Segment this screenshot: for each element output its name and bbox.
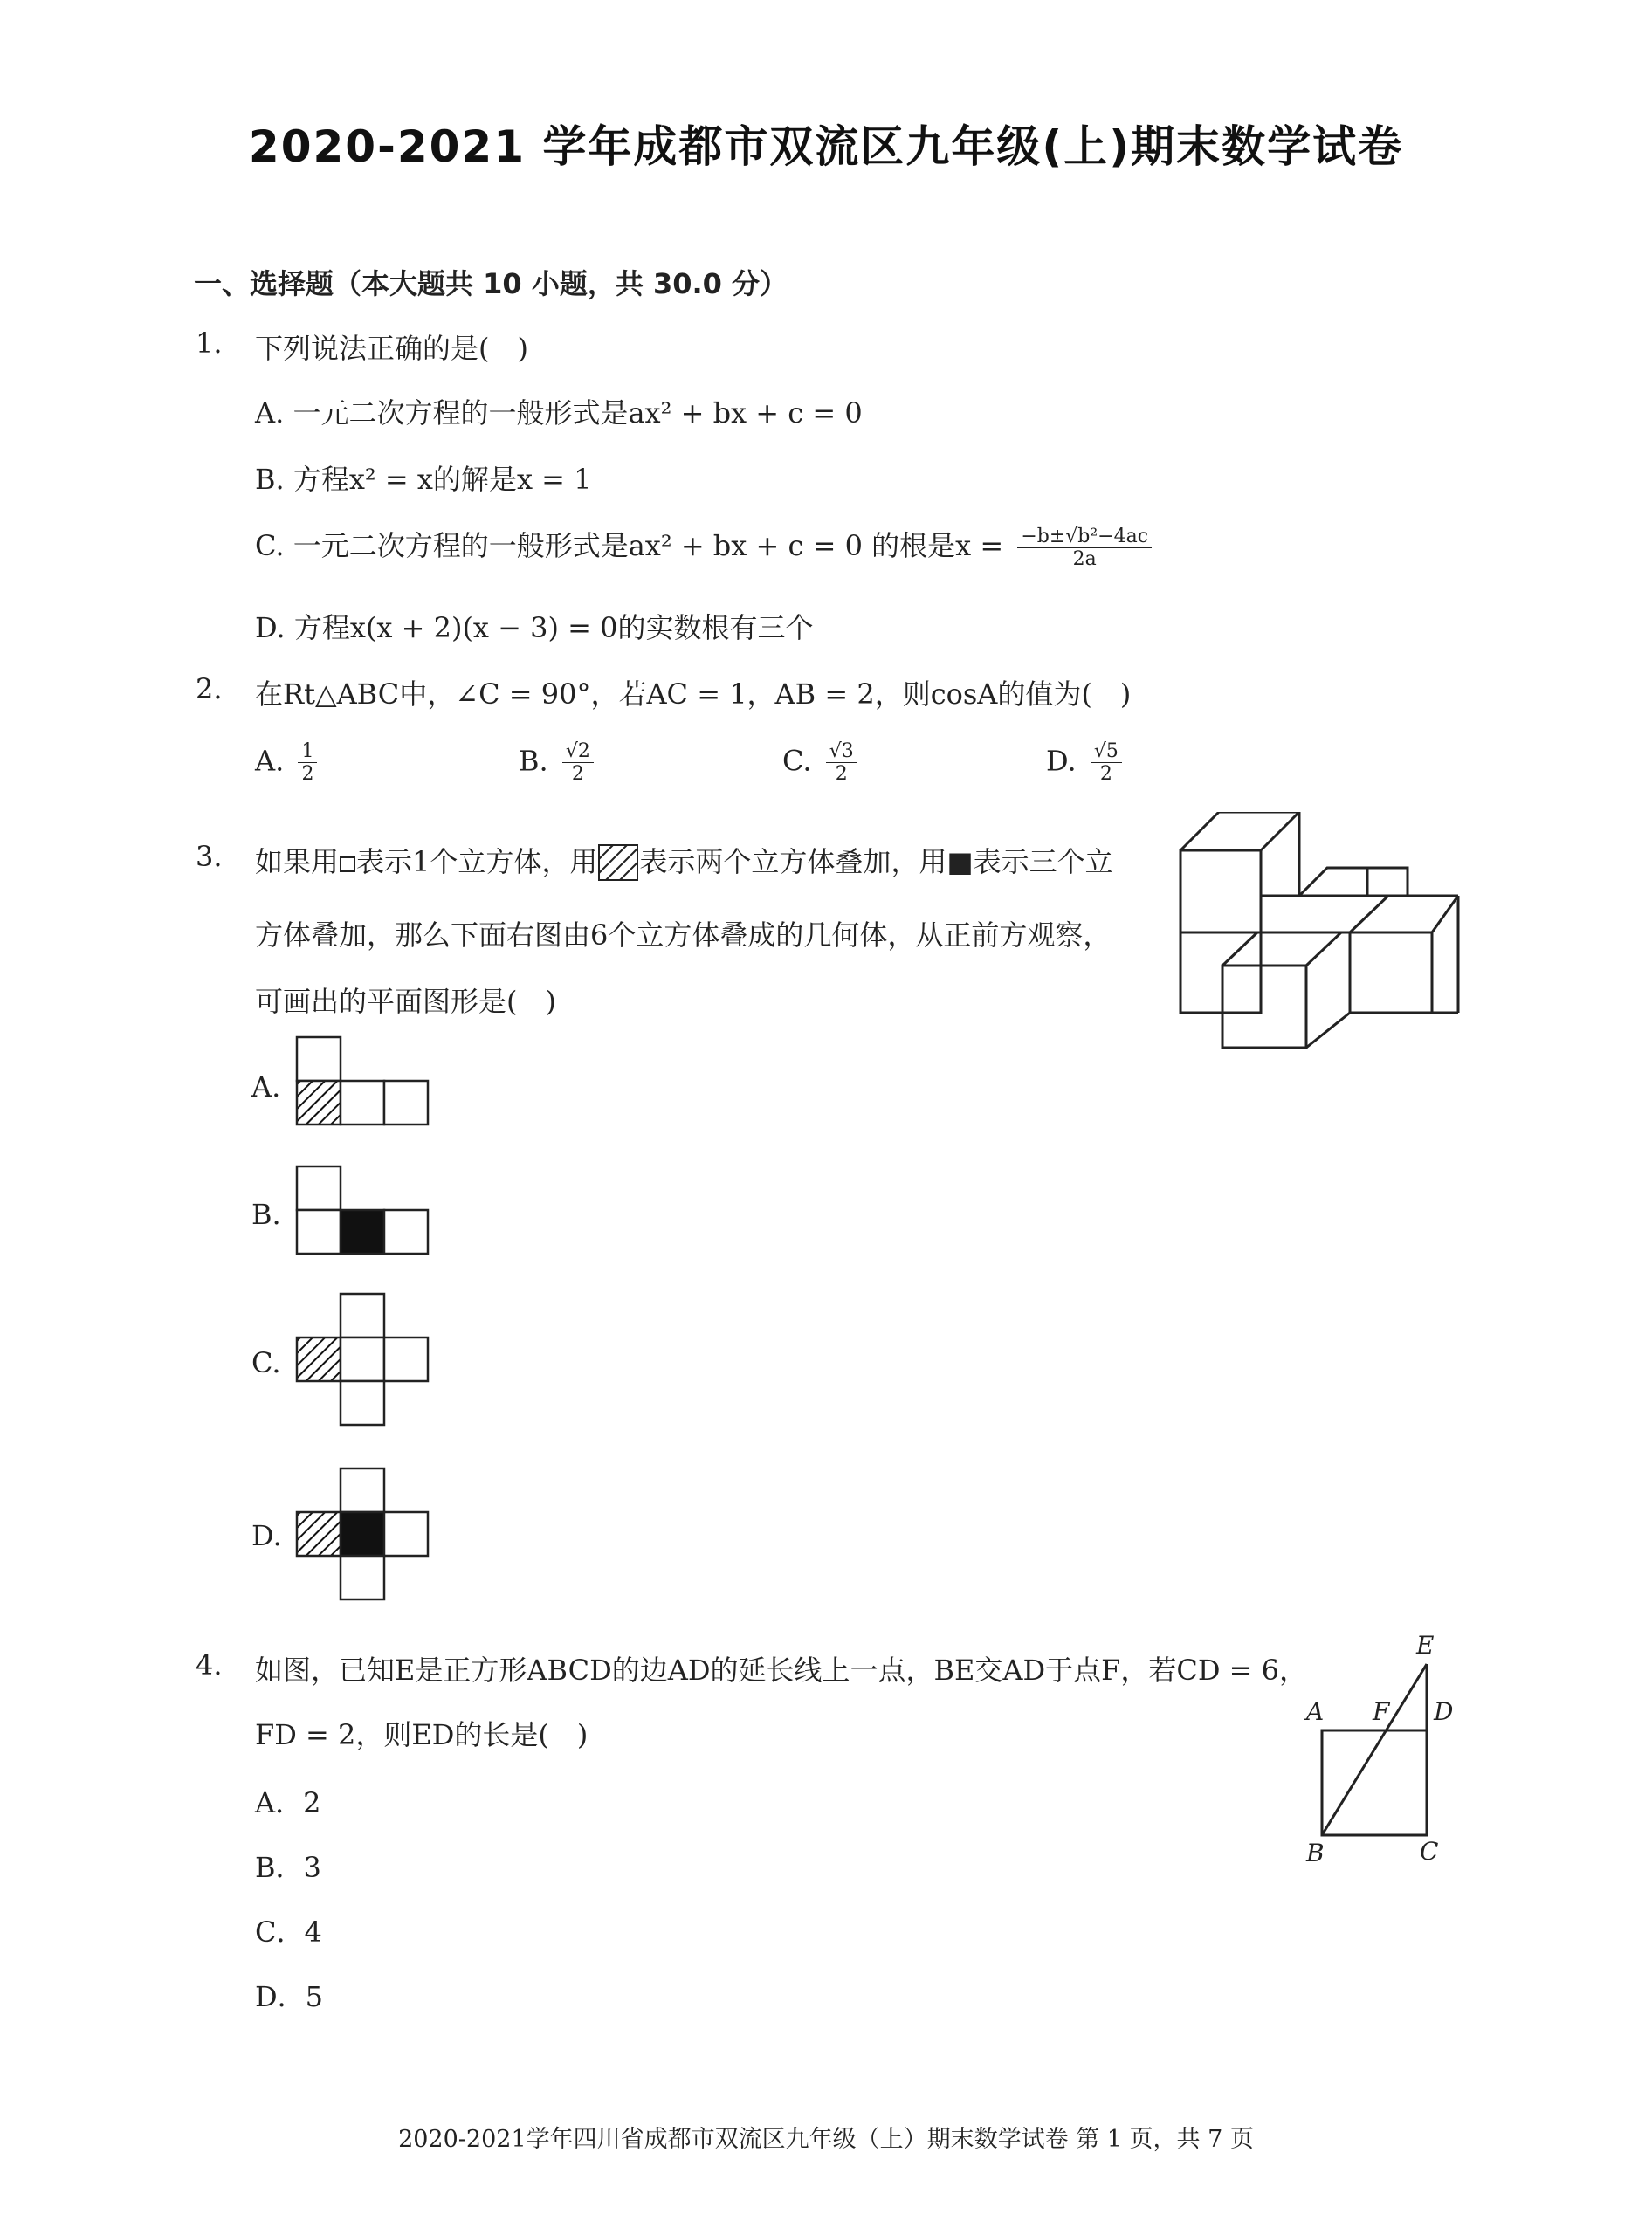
- q3-line3: 可画出的平面图形是( ): [255, 985, 556, 1018]
- q2-c-den: 2: [835, 763, 848, 786]
- q3-option-d-label: D.: [251, 1519, 282, 1552]
- q2-option-d: [1046, 740, 1122, 786]
- q1-option-b: B. 方程x² = x的解是x = 1: [255, 463, 592, 496]
- point-d-label: D: [1434, 1697, 1454, 1726]
- q4-option-c: C．4: [255, 1915, 322, 1949]
- q1-option-d: D. 方程x(x + 2)(x − 3) = 0的实数根有三个: [255, 611, 814, 644]
- q2-option-c: [782, 740, 857, 786]
- q3-line1-part2: 表示1个立方体，用: [356, 845, 598, 878]
- q4-option-a: A．2: [255, 1786, 321, 1819]
- q2-stem: 在Rt△ABC中，∠C = 90°，若AC = 1，AB = 2，则cosA的值为( ): [255, 677, 1132, 711]
- point-b-label: B: [1306, 1839, 1325, 1867]
- q2-b-den: 2: [571, 763, 584, 786]
- q2-c-fraction: [826, 740, 857, 786]
- q2-c-label: C.: [782, 744, 812, 778]
- q3-number: 3.: [196, 840, 223, 873]
- point-e-label: E: [1416, 1631, 1435, 1660]
- q4-line2: FD = 2，则ED的长是( ): [255, 1718, 589, 1751]
- q1-option-c-fraction: [1017, 526, 1152, 571]
- q1-number: 1.: [196, 327, 223, 360]
- q2-b-num: √2: [562, 740, 594, 763]
- q3-option-b-label: B.: [251, 1198, 281, 1231]
- hatched-square-icon: [597, 843, 639, 882]
- q3-option-d-figure: [295, 1467, 435, 1606]
- q2-a-den: 2: [301, 763, 314, 786]
- q3-line1: [255, 840, 1113, 882]
- section-heading: 一、选择题（本大题共 10 小题，共 30.0 分）: [194, 267, 788, 300]
- q2-a-label: A.: [255, 744, 285, 778]
- q3-line1-part1: 如果用: [255, 845, 340, 878]
- q2-d-label: D.: [1046, 744, 1077, 778]
- q1-option-c-text: C. 一元二次方程的一般形式是ax² + bx + c = 0 的根是x =: [255, 529, 1004, 562]
- q2-option-a: [255, 740, 317, 786]
- q2-c-num: √3: [826, 740, 857, 763]
- q2-a-num: 1: [298, 740, 317, 763]
- q3-cube-figure: [1170, 812, 1467, 1056]
- q1-option-c: [255, 524, 1152, 570]
- q1-c-denominator: 2a: [1072, 548, 1097, 570]
- q3-line1-part3: 表示两个立方体叠加，用■表示三个立: [639, 845, 1113, 878]
- q3-option-a-figure: [295, 1035, 435, 1131]
- q2-b-label: B.: [519, 744, 548, 778]
- q4-option-b: B．3: [255, 1851, 321, 1884]
- q2-a-fraction: [298, 740, 317, 786]
- q1-c-numerator: −b±√b²−4ac: [1017, 526, 1152, 548]
- q1-stem: 下列说法正确的是( ): [255, 332, 528, 365]
- q2-option-b: [519, 740, 594, 786]
- q1-option-a: A. 一元二次方程的一般形式是ax² + bx + c = 0: [255, 396, 863, 430]
- point-c-label: C: [1420, 1837, 1439, 1866]
- q4-line1: 如图，已知E是正方形ABCD的边AD的延长线上一点，BE交AD于点F，若CD = 6，: [255, 1654, 1307, 1687]
- q2-d-fraction: [1091, 740, 1122, 786]
- q2-number: 2.: [196, 672, 223, 705]
- q3-option-a-label: A.: [251, 1070, 281, 1104]
- point-f-label: F: [1373, 1697, 1390, 1726]
- q2-d-num: √5: [1091, 740, 1122, 763]
- q3-option-b-figure: [295, 1165, 435, 1261]
- q2-d-den: 2: [1099, 763, 1112, 786]
- q3-option-c-label: C.: [251, 1346, 281, 1379]
- point-a-label: A: [1306, 1697, 1325, 1726]
- q4-option-d: D．5: [255, 1980, 324, 2013]
- empty-square-icon: [339, 856, 356, 873]
- q3-line2: 方体叠加，那么下面右图由6个立方体叠成的几何体，从正前方观察，: [255, 918, 1112, 952]
- page-footer: 2020-2021学年四川省成都市双流区九年级（上）期末数学试卷 第 1 页，共 7 页: [398, 2126, 1254, 2153]
- page-title: 2020-2021 学年成都市双流区九年级(上)期末数学试卷: [248, 121, 1404, 172]
- q4-geometry-figure: [1292, 1624, 1467, 1868]
- q3-option-c-figure: [295, 1292, 435, 1432]
- q2-b-fraction: [562, 740, 594, 786]
- q4-number: 4.: [196, 1648, 223, 1681]
